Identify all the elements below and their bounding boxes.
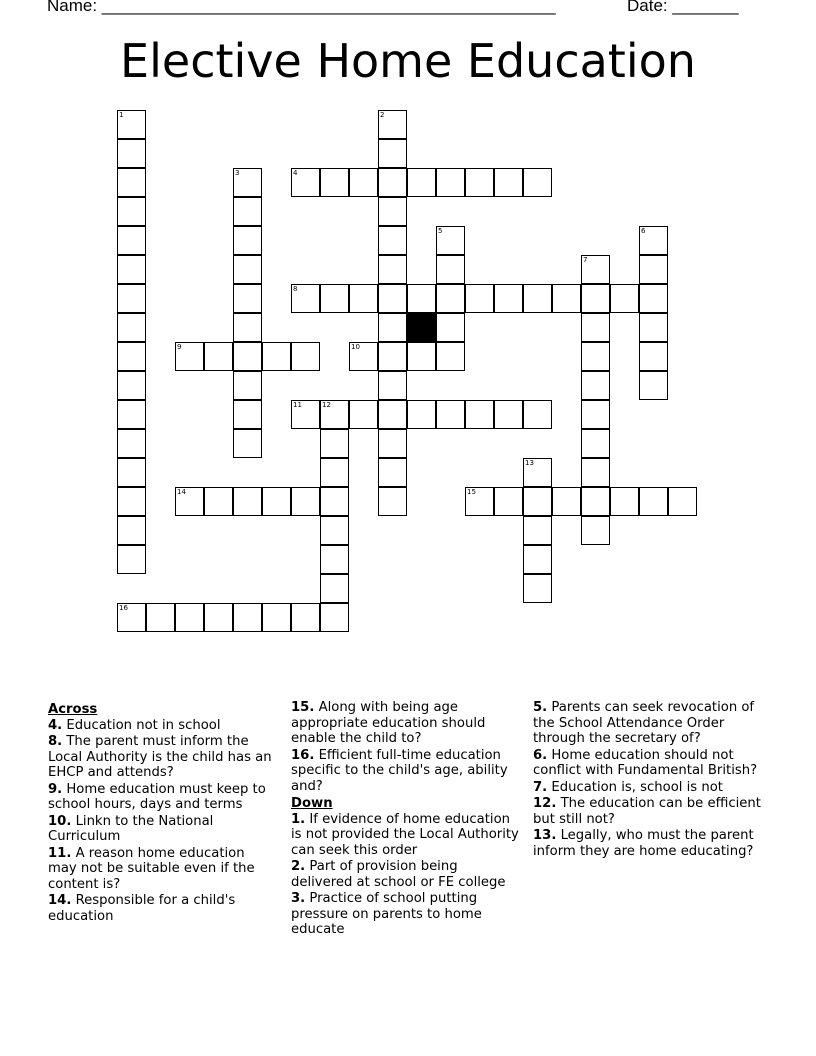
grid-cell[interactable] (117, 516, 146, 545)
grid-cell[interactable] (378, 458, 407, 487)
grid-cell[interactable] (523, 574, 552, 603)
grid-cell[interactable] (668, 487, 697, 516)
grid-cell[interactable] (233, 429, 262, 458)
down-clue (291, 859, 519, 890)
across-clue (48, 893, 276, 924)
clue-num: 6. (533, 747, 548, 763)
grid-cell[interactable] (378, 371, 407, 400)
date-label: Date: (627, 0, 673, 15)
grid-cell[interactable] (320, 603, 349, 632)
clue-text: Parents can seek revocation of the School Attendance Order through the secretary of? (533, 700, 755, 746)
grid-cell[interactable] (465, 284, 494, 313)
grid-cell[interactable] (291, 487, 320, 516)
grid-cell[interactable] (349, 400, 378, 429)
down-clue (291, 812, 519, 859)
grid-cell[interactable] (436, 255, 465, 284)
clue-text: A reason home education may not be suitable even if the content is? (48, 845, 255, 892)
clue-number: 6 (641, 227, 646, 235)
grid-cell[interactable] (378, 313, 407, 342)
page-title: Elective Home Education (120, 34, 696, 88)
across-clue (291, 748, 519, 795)
clue-text: If evidence of home education is not provided the Local Authority can seek this order (291, 811, 519, 858)
grid-cell[interactable] (610, 487, 639, 516)
clue-text: Practice of school putting pressure on parents to home educate (291, 891, 482, 937)
grid-cell[interactable] (639, 371, 668, 400)
down-heading: Down (291, 796, 333, 811)
grid-cell[interactable] (320, 168, 349, 197)
clue-number: 1 (119, 111, 124, 119)
grid-cell[interactable] (436, 168, 465, 197)
grid-cell[interactable] (233, 255, 262, 284)
clue-text: Linkn to the National Curriculum (48, 813, 214, 844)
grid-cell[interactable] (320, 458, 349, 487)
grid-cell[interactable] (552, 487, 581, 516)
grid-cell[interactable] (378, 226, 407, 255)
grid-cell[interactable] (233, 226, 262, 255)
grid-cell[interactable] (233, 603, 262, 632)
grid-cell[interactable] (552, 284, 581, 313)
grid-cell[interactable] (581, 371, 610, 400)
clue-text: The parent must inform the Local Authority is the child has an EHCP and attends? (48, 734, 272, 780)
clue-text: Efficient full-time education specific to the child's age, ability and? (291, 747, 508, 794)
grid-cell[interactable] (523, 284, 552, 313)
clue-text: Education is, school is not (547, 779, 723, 795)
grid-cell[interactable] (610, 284, 639, 313)
grid-cell[interactable] (581, 342, 610, 371)
grid-cell[interactable] (523, 545, 552, 574)
grid-cell[interactable] (204, 342, 233, 371)
down-clue (533, 700, 761, 747)
clue-number: 4 (293, 169, 298, 177)
grid-cell[interactable] (465, 400, 494, 429)
grid-cell[interactable] (117, 226, 146, 255)
grid-cell[interactable] (117, 139, 146, 168)
grid-cell[interactable] (262, 342, 291, 371)
across-heading: Across (48, 702, 98, 717)
black-square (407, 313, 436, 342)
grid-cell[interactable] (639, 487, 668, 516)
grid-cell[interactable] (494, 400, 523, 429)
clue-num: 8. (48, 734, 63, 749)
grid-cell[interactable] (320, 545, 349, 574)
grid-cell[interactable] (494, 487, 523, 516)
grid-cell[interactable] (523, 168, 552, 197)
grid-cell[interactable] (320, 487, 349, 516)
clue-text: Responsible for a child's education (48, 893, 236, 924)
grid-cell[interactable] (378, 168, 407, 197)
clue-num: 5. (533, 700, 548, 715)
grid-cell[interactable] (320, 284, 349, 313)
grid-cell[interactable] (117, 458, 146, 487)
grid-cell[interactable] (233, 197, 262, 226)
clue-num: 7. (533, 779, 548, 795)
clue-number: 14 (177, 488, 186, 496)
grid-cell[interactable] (204, 603, 233, 632)
clues-column-2 (291, 700, 519, 939)
grid-cell[interactable] (291, 603, 320, 632)
grid-cell[interactable] (233, 313, 262, 342)
clue-num: 9. (48, 781, 63, 797)
clue-number: 12 (322, 401, 331, 409)
grid-cell[interactable] (436, 342, 465, 371)
clue-number: 10 (351, 343, 360, 351)
down-clue (291, 891, 519, 938)
grid-cell[interactable] (117, 371, 146, 400)
clue-number: 8 (293, 285, 298, 293)
grid-cell[interactable] (233, 487, 262, 516)
clue-num: 14. (48, 893, 72, 908)
down-clue (533, 780, 761, 796)
grid-cell[interactable] (117, 313, 146, 342)
grid-cell[interactable] (320, 516, 349, 545)
clue-text: Part of provision being delivered at school or FE college (291, 859, 506, 890)
clue-number: 16 (119, 604, 128, 612)
down-clue (533, 796, 761, 827)
clue-num: 3. (291, 891, 306, 906)
grid-cell[interactable] (378, 255, 407, 284)
grid-cell[interactable] (639, 342, 668, 371)
clue-number: 9 (177, 343, 182, 351)
clue-number: 7 (583, 256, 588, 264)
clue-number: 15 (467, 488, 476, 496)
grid-cell[interactable] (117, 197, 146, 226)
grid-cell[interactable] (639, 313, 668, 342)
grid-cell[interactable] (581, 429, 610, 458)
grid-cell[interactable] (320, 574, 349, 603)
grid-cell[interactable] (581, 284, 610, 313)
grid-cell[interactable] (233, 284, 262, 313)
across-clue (48, 718, 276, 734)
down-clue (533, 748, 761, 779)
grid-cell[interactable] (378, 139, 407, 168)
clue-text: Education not in school (62, 717, 221, 733)
across-clue (48, 782, 276, 813)
grid-cell[interactable] (407, 400, 436, 429)
clue-num: 13. (533, 828, 557, 843)
clue-text: The education can be efficient but still not? (533, 796, 761, 827)
clue-num: 4. (48, 717, 63, 733)
grid-cell[interactable] (436, 400, 465, 429)
clue-num: 12. (533, 796, 557, 811)
grid-cell[interactable] (407, 342, 436, 371)
grid-cell[interactable] (523, 400, 552, 429)
clues-column-1 (48, 700, 276, 925)
grid-cell[interactable] (494, 284, 523, 313)
grid-cell[interactable] (117, 545, 146, 574)
clue-text: Along with being age appropriate education should enable the child to? (291, 700, 486, 746)
clue-number: 2 (380, 111, 385, 119)
grid-cell[interactable] (378, 487, 407, 516)
grid-cell[interactable] (349, 168, 378, 197)
clue-number: 5 (438, 227, 443, 235)
grid-cell[interactable] (378, 429, 407, 458)
grid-cell[interactable] (262, 487, 291, 516)
clue-number: 11 (293, 401, 302, 409)
grid-cell[interactable] (523, 487, 552, 516)
down-clue (533, 828, 761, 859)
grid-cell[interactable] (291, 342, 320, 371)
grid-cell[interactable] (581, 487, 610, 516)
grid-cell[interactable] (117, 429, 146, 458)
clue-number: 3 (235, 169, 240, 177)
grid-cell[interactable] (117, 342, 146, 371)
grid-cell[interactable] (581, 313, 610, 342)
grid-cell[interactable] (146, 603, 175, 632)
grid-cell[interactable] (117, 284, 146, 313)
clue-num: 2. (291, 859, 306, 874)
grid-cell[interactable] (378, 197, 407, 226)
grid-cell[interactable] (349, 284, 378, 313)
name-line[interactable]: ________________________________________________ (101, 0, 556, 15)
grid-cell[interactable] (639, 255, 668, 284)
clue-num: 16. (291, 747, 315, 763)
clue-num: 1. (291, 811, 306, 827)
across-clue (291, 700, 519, 747)
grid-cell[interactable] (117, 255, 146, 284)
grid-cell[interactable] (117, 487, 146, 516)
clue-number: 13 (525, 459, 534, 467)
clue-text: Home education must keep to school hours, days and terms (48, 781, 266, 812)
grid-cell[interactable] (407, 168, 436, 197)
grid-cell[interactable] (117, 168, 146, 197)
grid-cell[interactable] (581, 516, 610, 545)
grid-cell[interactable] (175, 603, 204, 632)
grid-cell[interactable] (494, 168, 523, 197)
across-clue (48, 846, 276, 893)
date-line[interactable]: _______ (672, 0, 739, 15)
grid-cell[interactable] (465, 168, 494, 197)
grid-cell[interactable] (262, 603, 291, 632)
across-clue (48, 814, 276, 845)
grid-cell[interactable] (233, 400, 262, 429)
clue-text: Legally, who must the parent inform they are home educating? (533, 828, 754, 859)
grid-cell[interactable] (436, 284, 465, 313)
across-clue (48, 734, 276, 781)
clue-num: 11. (48, 845, 72, 861)
grid-cell[interactable] (204, 487, 233, 516)
grid-cell[interactable] (378, 342, 407, 371)
grid-cell[interactable] (639, 284, 668, 313)
grid-cell[interactable] (581, 400, 610, 429)
grid-cell[interactable] (523, 516, 552, 545)
name-label: Name: (47, 0, 102, 15)
clue-text: Home education should not conflict with Fundamental British? (533, 747, 758, 778)
clue-num: 10. (48, 813, 72, 829)
clues-column-3 (533, 700, 761, 860)
grid-cell[interactable] (436, 313, 465, 342)
grid-cell[interactable] (117, 400, 146, 429)
grid-cell[interactable] (320, 429, 349, 458)
grid-cell[interactable] (378, 284, 407, 313)
grid-cell[interactable] (581, 458, 610, 487)
grid-cell[interactable] (233, 371, 262, 400)
grid-cell[interactable] (233, 342, 262, 371)
grid-cell[interactable] (378, 400, 407, 429)
grid-cell[interactable] (407, 284, 436, 313)
clue-num: 15. (291, 700, 315, 715)
